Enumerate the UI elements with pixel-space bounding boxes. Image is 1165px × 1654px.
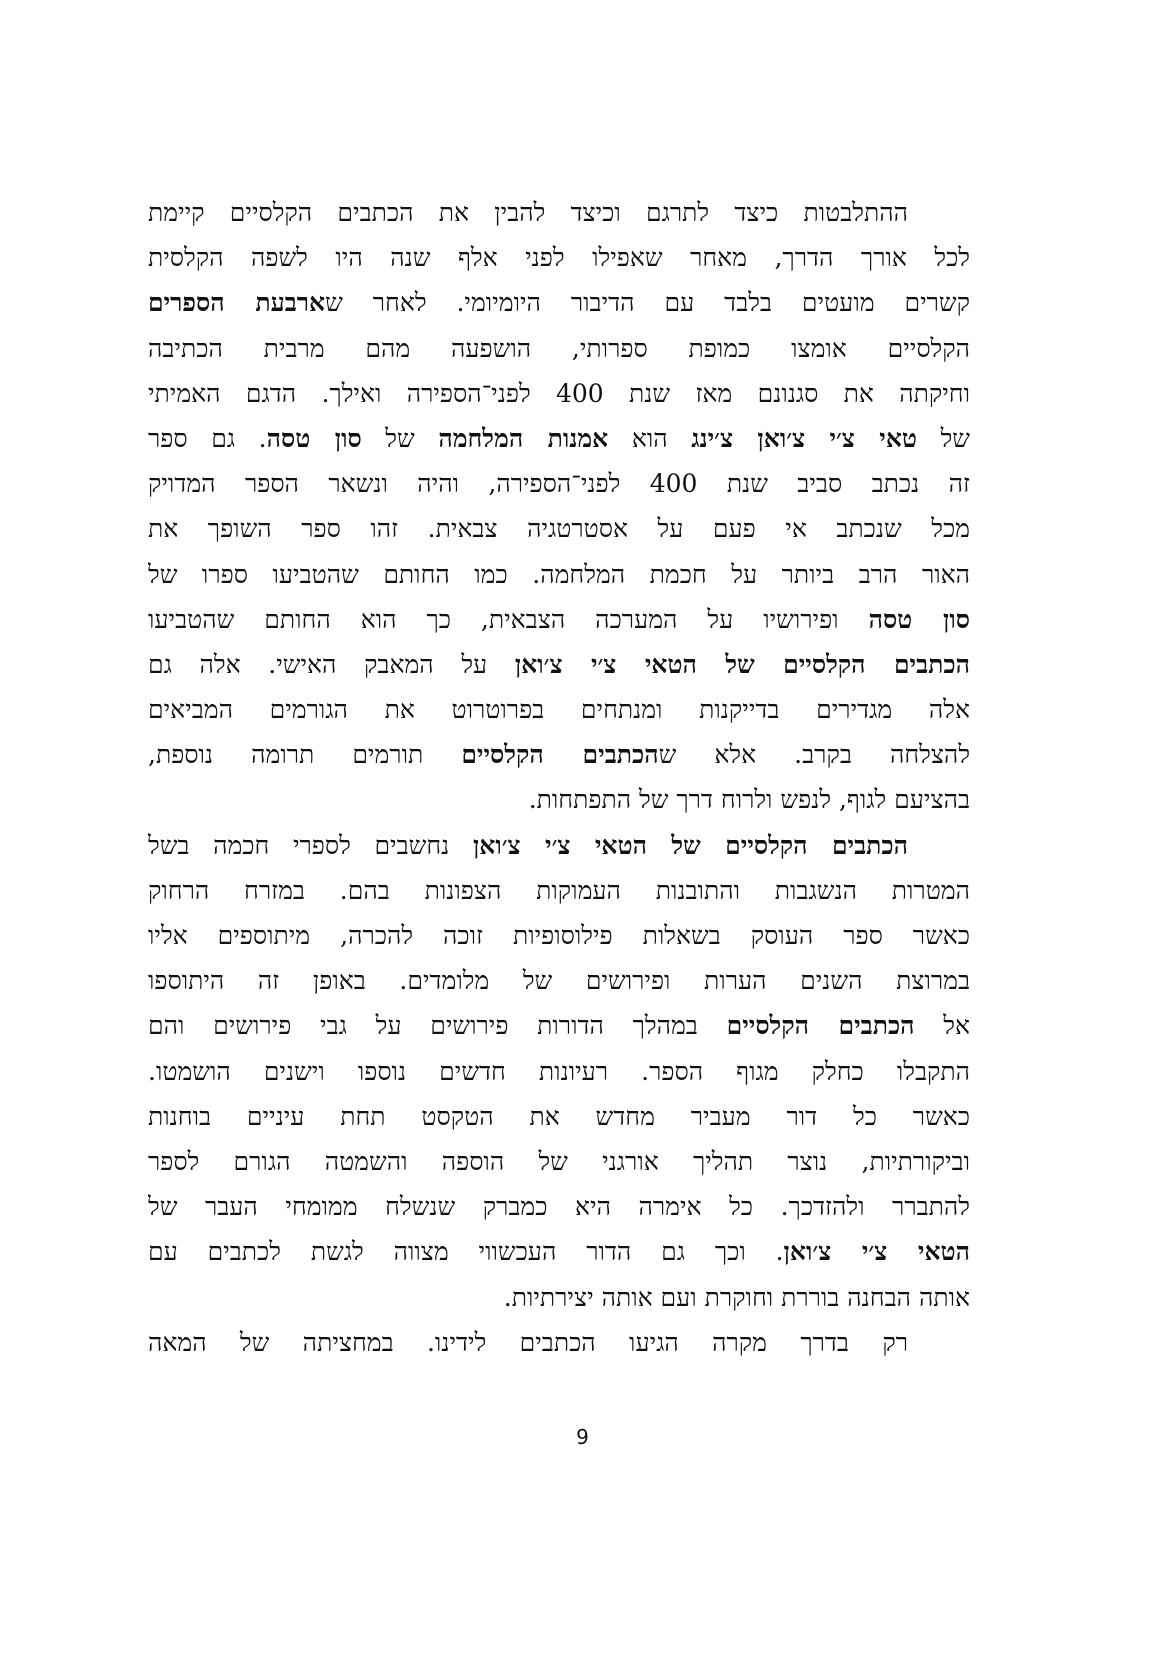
- text-segment: על המאבק האישי. אלה גם: [148, 649, 515, 679]
- text-line: [148, 190, 970, 235]
- text-segment: אלה מגדירים בדייקנות ומנתחים בפרוטרוט את הגורמים המביאים: [148, 695, 970, 725]
- bold-term: טאי צ׳י צ׳ואן צ׳ינג: [691, 423, 917, 453]
- text-segment: להצלחה בקרב. אלא ש: [658, 740, 970, 770]
- text-segment: האור הרב ביותר על חכמת המלחמה. כמו החותם שהטביעו ספרו של: [148, 559, 970, 589]
- text-segment: רק בדרך מקרה הגיעו הכתבים לידינו. במחציתה של המאה: [148, 1327, 908, 1357]
- page-body: [148, 190, 970, 1365]
- text-segment: . גם ספר: [148, 423, 267, 453]
- text-segment: לכל אורך הדרך, מאחר שאפילו לפני אלף שנה היו לשפה הקלסית: [148, 243, 970, 273]
- text-segment: זה נכתב סביב שנת 400 לפני־הספירה, והיה ונשאר הספר המדויק: [148, 469, 970, 499]
- text-segment: אל: [914, 1011, 970, 1041]
- text-line: [148, 326, 970, 371]
- text-line: [148, 506, 970, 551]
- text-line: [148, 1003, 970, 1048]
- text-line: [148, 1184, 970, 1229]
- text-line: [148, 868, 970, 913]
- text-line: [148, 552, 970, 597]
- text-line: [148, 280, 970, 325]
- text-segment: תורמים תרומה נוספת,: [148, 740, 462, 770]
- text-segment: בהציעם לגוף, לנפש ולרוח דרך של התפתחות.: [528, 785, 970, 815]
- bold-term: הכתבים הקלסיים של הטאי צ׳י צ׳ואן: [472, 830, 908, 860]
- text-segment: מכל שנכתב אי פעם על אסטרטגיה צבאית. זהו ספר השופך את: [148, 514, 970, 544]
- text-segment: וביקורתיות, נוצר תהליך אורגני של הוספה והשמטה הגורם לספר: [148, 1146, 970, 1176]
- text-segment: התקבלו כחלק מגוף הספר. רעיונות חדשים נוספו וישנים הושמטו.: [148, 1056, 970, 1086]
- text-line: [148, 416, 970, 461]
- bold-term: הכתבים הקלסיים: [461, 740, 659, 770]
- paragraph: [148, 190, 970, 823]
- text-line: [148, 642, 970, 687]
- text-segment: של: [916, 423, 970, 453]
- text-line: [148, 687, 970, 732]
- text-line: [148, 1139, 970, 1184]
- text-segment: ההתלבטות כיצד לתרגם וכיצד להבין את הכתבים הקלסיים קיימת: [148, 198, 908, 227]
- text-line: [148, 1094, 970, 1139]
- text-line: [148, 597, 970, 642]
- text-segment: במרוצת השנים הערות ופירושים של מלומדים. באופן זה היתוספו: [148, 966, 970, 996]
- text-line: [148, 1229, 970, 1274]
- text-segment: אותה הבחנה בוררת וחוקרת ועם אותה יצירתיות.: [503, 1282, 970, 1312]
- bold-term: הכתבים הקלסיים: [726, 1011, 915, 1041]
- text-segment: . וכך גם הדור העכשווי מצווה לגשת לכתבים עם: [148, 1237, 784, 1267]
- text-segment: של: [361, 423, 439, 453]
- text-line: [148, 1275, 970, 1320]
- text-segment: ופירושיו על המערכה הצבאית, כך הוא החותם שהטביעו: [148, 604, 869, 634]
- text-segment: הקלסיים אומצו כמופת ספרותי, הושפעה מהם מרבית הכתיבה: [148, 333, 970, 363]
- paragraph: [148, 1320, 970, 1365]
- text-line: [148, 371, 970, 416]
- bold-term: אמנות המלחמה: [438, 423, 609, 453]
- text-line: [148, 958, 970, 1003]
- text-segment: קשרים מועטים בלבד עם הדיבור היומיומי. לאחר ש: [325, 288, 970, 318]
- text-segment: הוא: [608, 423, 692, 453]
- text-segment: להתברר ולהזדכך. כל אימרה היא כמברק שנשלח ממומחי העבר של: [148, 1192, 970, 1222]
- text-line: [148, 235, 970, 280]
- text-segment: המטרות הנשגבות והתובנות העמוקות הצפונות בהם. במזרח הרחוק: [148, 875, 970, 905]
- text-segment: וחיקתה את סגנונם מאז שנת 400 לפני־הספירה ואילך. הדגם האמיתי: [148, 378, 970, 408]
- bold-term: סון טסה: [266, 423, 362, 453]
- text-segment: כאשר כל דור מעביר מחדש את הטקסט תחת עיניים בוחנות: [148, 1101, 970, 1131]
- bold-term: הטאי צ׳י צ׳ואן: [783, 1237, 970, 1267]
- page-number: 9: [576, 1425, 589, 1449]
- text-segment: במהלך הדורות פירושים על גבי פירושים והם: [148, 1011, 727, 1041]
- text-line: [148, 1049, 970, 1094]
- text-segment: כאשר ספר העוסק בשאלות פילוסופיות זוכה להכרה, מיתוספים אליו: [148, 921, 970, 950]
- text-line: [148, 823, 970, 868]
- text-line: [148, 461, 970, 506]
- bold-term: סון טסה: [868, 604, 970, 634]
- text-line: [148, 913, 970, 958]
- text-line: [148, 732, 970, 777]
- bold-term: ארבעת הספרים: [148, 288, 326, 318]
- text-line: [148, 1320, 970, 1365]
- paragraph: [148, 823, 970, 1320]
- text-line: [148, 777, 970, 822]
- text-segment: נחשבים לספרי חכמה בשל: [148, 830, 473, 860]
- bold-term: הכתבים הקלסיים של הטאי צ׳י צ׳ואן: [514, 649, 970, 679]
